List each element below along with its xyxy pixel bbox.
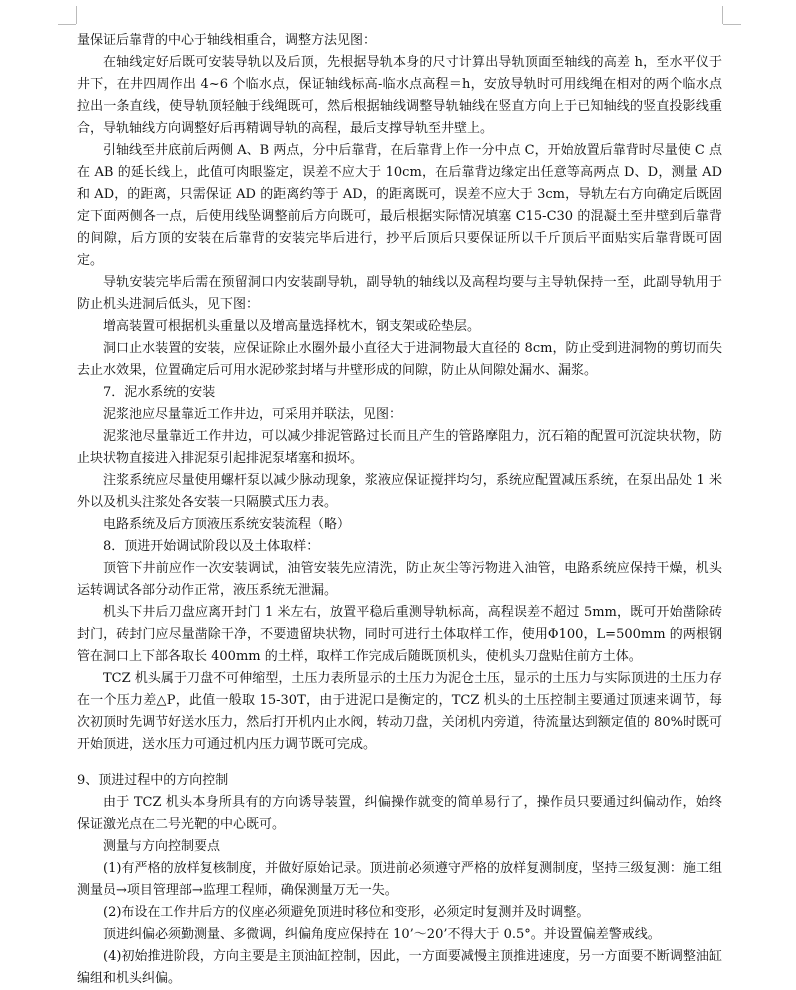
document-body — [77, 30, 722, 990]
paragraph: 注浆系统应尽量使用螺杆泵以减少脉动现象，浆液应保证搅拌均匀，系统应配置减压系统，在泵出品处 1 米外以及机头注浆处各安装一只隔膜式压力表。 — [77, 473, 722, 510]
paragraph: TCZ 机头属于刀盘不可伸缩型，土压力表所显示的土压力为泥仓土压，显示的土压力与实际顶进的土压力存在一个压力差△P，此值一般取 15-30T，由于进泥口是衡定的，TCZ 机头的土压控制主要通过顶速来调节，每次初顶时先调节好送水压力，然后打开机内止水阀，转动刀盘，关闭机内旁道，待流量达到额定值的 80%时既可开始顶进，送水压力可通过机内压力调节既可完成。 — [77, 671, 722, 752]
corner-mark-top-left-h — [58, 24, 76, 25]
paragraph: 由于 TCZ 机头本身所具有的方向诱导装置，纠偏操作就变的简单易行了，操作员只要通过纠偏动作，始终保证激光点在二号光靶的中心既可。 — [77, 795, 722, 832]
paragraph-spacer — [77, 756, 722, 770]
paragraph: 泥浆池尽量靠近工作井边，可以减少排泥管路过长而且产生的管路摩阻力，沉石箱的配置可沉淀块状物，防止块状物直接进入排泥泵引起排泥泵堵塞和损坏。 — [77, 429, 722, 466]
paragraph: (4)初始推进阶段，方向主要是主顶油缸控制，因此，一方面要减慢主顶推进速度，另一方面要不断调整油缸编组和机头纠偏。 — [77, 949, 722, 986]
paragraph: (2)布设在工作井后方的仪座必须避免顶进时移位和变形，必须定时复测并及时调整。 — [103, 905, 590, 920]
paragraph: 测量与方向控制要点 — [103, 839, 221, 854]
paragraph: 在轴线定好后既可安装导轨以及后顶，先根据导轨本身的尺寸计算出导轨顶面至轴线的高差 h，至水平仪于井下，在井四周作出 4~6 个临水点，保证轴线标高-临水点高程＝h，安放导轨时可用线绳在相对的两个临水点拉出一条直线，使导轨顶轻触于线绳既可，然后根据轴线调整导轨轴线在竖直方向上于已知轴线的竖直投影线重合，导轨轴线方向调整好后再精调导轨的高程，最后支撑导轨至井壁上。 — [77, 55, 722, 136]
paragraph: 机头下井后刀盘应离开封门 1 米左右，放置平稳后重测导轨标高，高程误差不超过 5mm，既可开始凿除砖封门，砖封门应尽量凿除干净，不要遗留块状物，同时可进行土体取样工作，使用Φ100，L=500mm 的两根钢管在洞口上下部各取长 400mm 的土样，取样工作完成后随既顶机头，使机头刀盘贴住前方土体。 — [77, 605, 722, 664]
paragraph: 8．顶进开始调试阶段以及土体取样： — [103, 539, 320, 554]
corner-mark-top-right-v — [722, 6, 723, 24]
paragraph: 洞口止水装置的安装，应保证除止水圈外最小直径大于进洞物最大直径的 8cm，防止受到进洞物的剪切而失去止水效果，位置确定后可用水泥砂浆封堵与井壁形成的间隙，防止从间隙处漏水、漏浆。 — [77, 341, 722, 378]
corner-mark-top-left-v — [76, 6, 77, 24]
paragraph: 7．泥水系统的安装 — [103, 385, 216, 400]
paragraph: 泥浆池应尽量靠近工作井边，可采用并联法，见图： — [103, 407, 403, 422]
paragraph: 增高装置可根据机头重量以及增高量选择枕木，钢支架或砼垫层。 — [103, 319, 481, 334]
paragraph: 电路系统及后方顶液压系统安装流程（略） — [103, 517, 351, 532]
paragraph: 量保证后靠背的中心于轴线相重合，调整方法见图： — [77, 33, 377, 48]
paragraph: 顶进纠偏必须勤测量、多微调，纠偏角度应保持在 10’～20’不得大于 0.5°。并设置偏差警戒线。 — [103, 927, 661, 942]
paragraph: 顶管下井前应作一次安装调试，油管安装先应清洗，防止灰尘等污物进入油管，电路系统应保持干燥，机头运转调试各部分动作正常，液压系统无泄漏。 — [77, 561, 722, 598]
corner-mark-top-right-h — [723, 24, 741, 25]
paragraph: (1)有严格的放样复核制度，并做好原始记录。顶进前必须遵守严格的放样复测制度，坚持三级复测：施工组测量员→项目管理部→监理工程师，确保测量万无一失。 — [77, 861, 722, 898]
paragraph: 9、顶进过程中的方向控制 — [77, 773, 229, 788]
paragraph: 引轴线至井底前后两侧 A、B 两点，分中后靠背，在后靠背上作一分中点 C，开始放置后靠背时尽量使 C 点在 AB 的延长线上，此值可肉眼鉴定，误差不应大于 10cm，在后靠背边缘定出任意等高两点 D、D，测量 AD 和 AD，的距离，只需保证 AD 的距离约等于 AD，的距离既可，误差不应大于 3cm，导轨左右方向确定后既固定下面两侧各一点，后使用线坠调整前后方向既可，最后根据实际情况填塞 C15-C30 的混凝土至井壁到后靠背的间隙，后方顶的安装在后靠背的安装完毕后进行，抄平后顶后只要保证所以千斤顶后平面贴实后靠背既可固定。 — [77, 143, 722, 268]
paragraph: 导轨安装完毕后需在预留洞口内安装副导轨，副导轨的轴线以及高程均要与主导轨保持一至，此副导轨用于防止机头进洞后低头，见下图： — [77, 275, 722, 312]
